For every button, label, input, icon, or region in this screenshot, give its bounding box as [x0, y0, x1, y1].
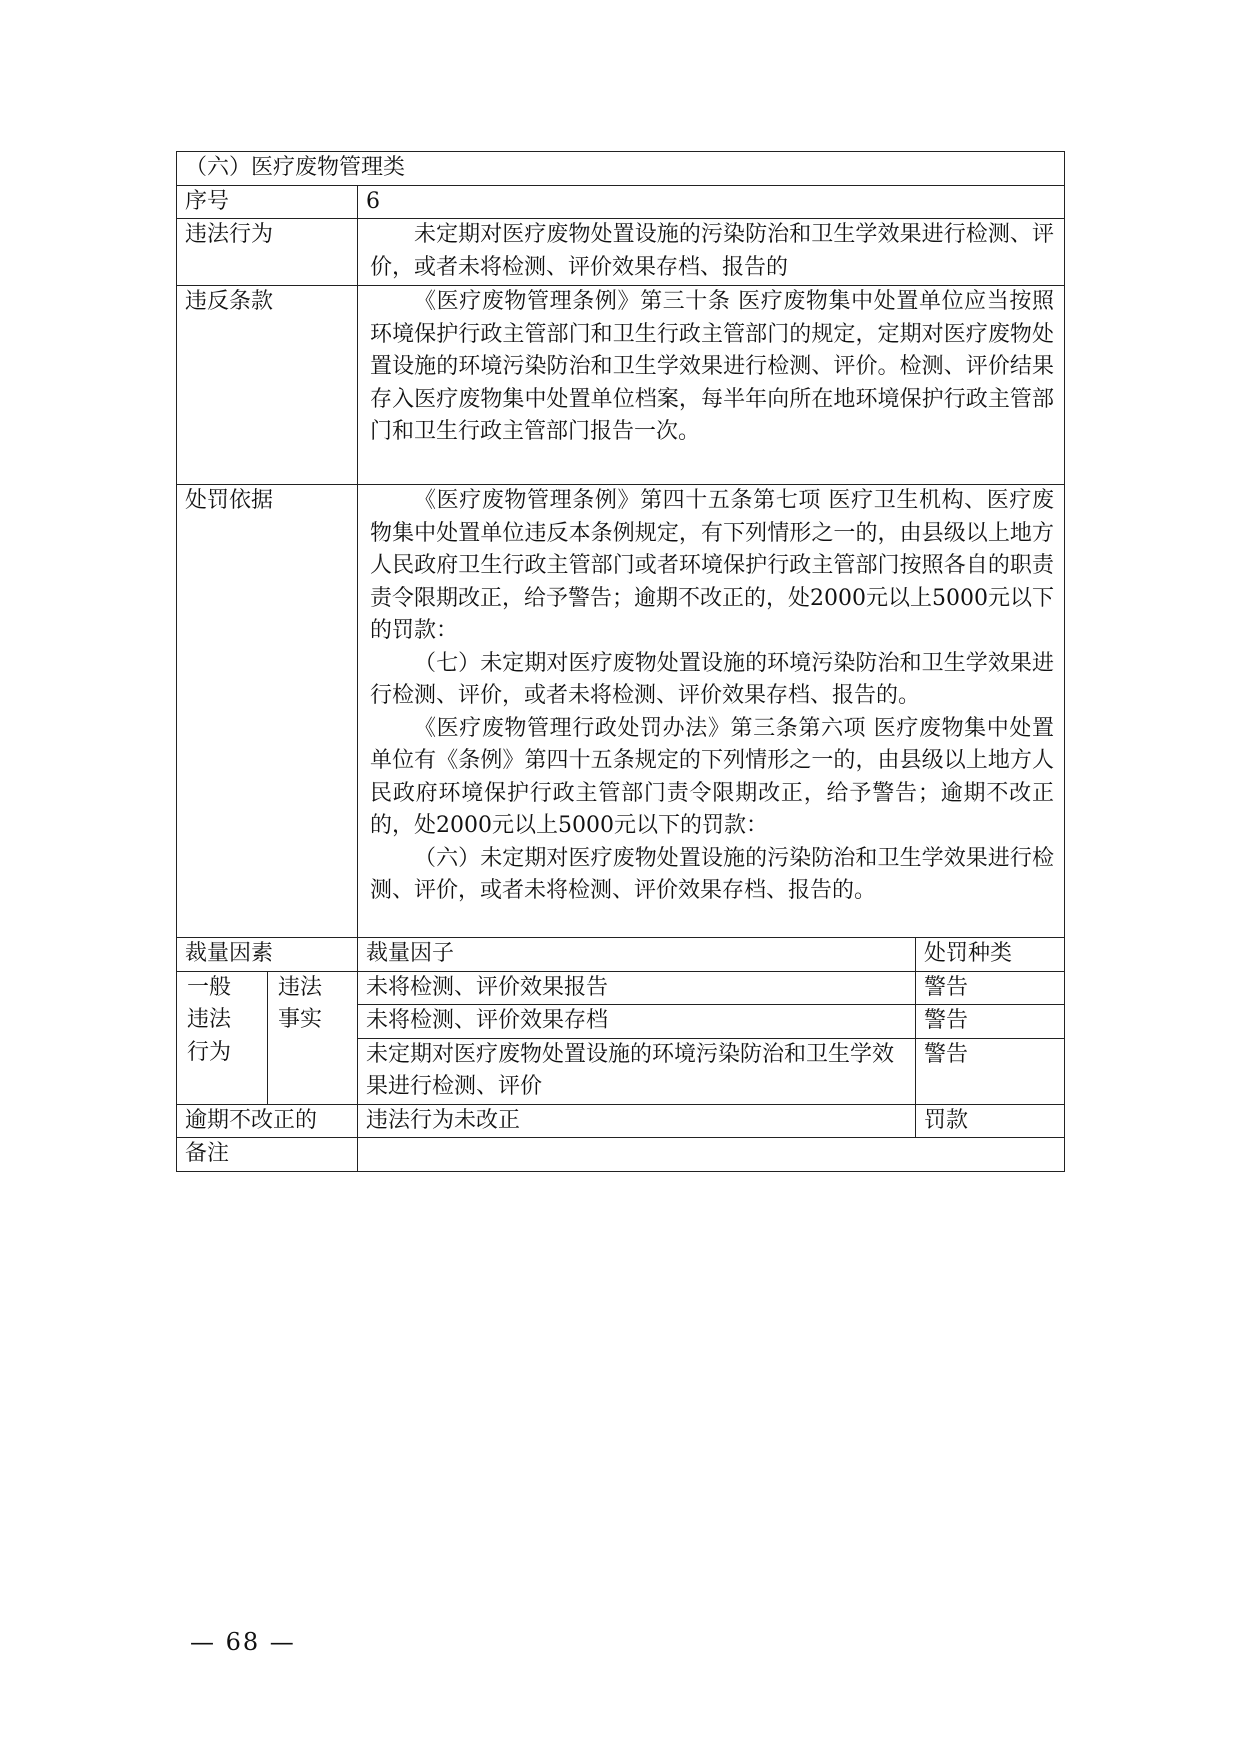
violation-fact-label: 违法 事实: [268, 971, 358, 1104]
discretion-label: 裁量因素: [177, 938, 358, 972]
serial-row: [177, 185, 1065, 219]
penalty-basis-paragraph: 《医疗废物管理行政处罚办法》第三条第六项 医疗废物集中处置单位有《条例》第四十五条规定的下列情形之一的，由县级以上地方人民政府环境保护行政主管部门责令限期改正，给予警告；逾期不改正的，处2000元以上5000元以下的罚款：: [370, 715, 1055, 838]
violated-clause-label: 违反条款: [177, 286, 358, 485]
discretion-factor: 未将检测、评价效果存档: [358, 1005, 916, 1039]
violation-row: [177, 219, 1065, 286]
penalty-type-header: 处罚种类: [916, 938, 1065, 972]
overdue-penalty-type: 罚款: [916, 1104, 1065, 1138]
category-title: （六）医疗废物管理类: [177, 152, 1065, 186]
overdue-factor: 违法行为未改正: [358, 1104, 916, 1138]
discretion-penalty-type: 警告: [916, 1038, 1065, 1104]
remarks-value: [358, 1138, 1065, 1172]
overdue-row: [177, 1104, 1065, 1138]
violated-clause-text: 《医疗废物管理条例》第三十条 医疗废物集中处置单位应当按照环境保护行政主管部门和卫生行政主管部门的规定，定期对医疗废物处置设施的环境污染防治和卫生学效果进行检测、评价。检测、评价结果存入医疗废物集中处置单位档案，每半年向所在地环境保护行政主管部门和卫生行政主管部门报告一次。: [370, 289, 1055, 444]
discretion-penalty-type: 警告: [916, 1005, 1065, 1039]
violation-cell: [358, 219, 1065, 286]
serial-label: 序号: [177, 185, 358, 219]
discretion-factor: 未将检测、评价效果报告: [358, 971, 916, 1005]
discretion-penalty-type: 警告: [916, 971, 1065, 1005]
penalty-basis-paragraph: （七）未定期对医疗废物处置设施的环境污染防治和卫生学效果进行检测、评价，或者未将检测、评价效果存档、报告的。: [370, 650, 1055, 708]
penalty-basis-label: 处罚依据: [177, 485, 358, 938]
violation-label: 违法行为: [177, 219, 358, 286]
factor-header: 裁量因子: [358, 938, 916, 972]
penalty-table: [176, 151, 1065, 1172]
serial-value: 6: [358, 185, 1065, 219]
remarks-label: 备注: [177, 1138, 358, 1172]
discretion-factor: 未定期对医疗废物处置设施的环境污染防治和卫生学效果进行检测、评价: [358, 1038, 916, 1104]
violation-text: 未定期对医疗废物处置设施的污染防治和卫生学效果进行检测、评价，或者未将检测、评价效果存档、报告的: [370, 222, 1055, 280]
penalty-basis-paragraph: （六）未定期对医疗废物处置设施的污染防治和卫生学效果进行检测、评价，或者未将检测、评价效果存档、报告的。: [370, 845, 1055, 903]
remarks-row: [177, 1138, 1065, 1172]
violated-clause-row: [177, 286, 1065, 485]
discretion-item-row: [177, 971, 1065, 1005]
general-violation-label: 一般 违法 行为: [177, 971, 268, 1104]
penalty-basis-row: [177, 485, 1065, 938]
category-row: [177, 152, 1065, 186]
page-number: — 68 —: [190, 1628, 296, 1656]
discretion-header-row: [177, 938, 1065, 972]
penalty-basis-paragraph: 《医疗废物管理条例》第四十五条第七项 医疗卫生机构、医疗废物集中处置单位违反本条例规定，有下列情形之一的，由县级以上地方人民政府卫生行政主管部门或者环境保护行政主管部门按照各自的职责责令限期改正，给予警告；逾期不改正的，处2000元以上5000元以下的罚款：: [370, 488, 1055, 643]
violated-clause-cell: [358, 286, 1065, 485]
overdue-label: 逾期不改正的: [177, 1104, 358, 1138]
penalty-basis-cell: [358, 485, 1065, 938]
